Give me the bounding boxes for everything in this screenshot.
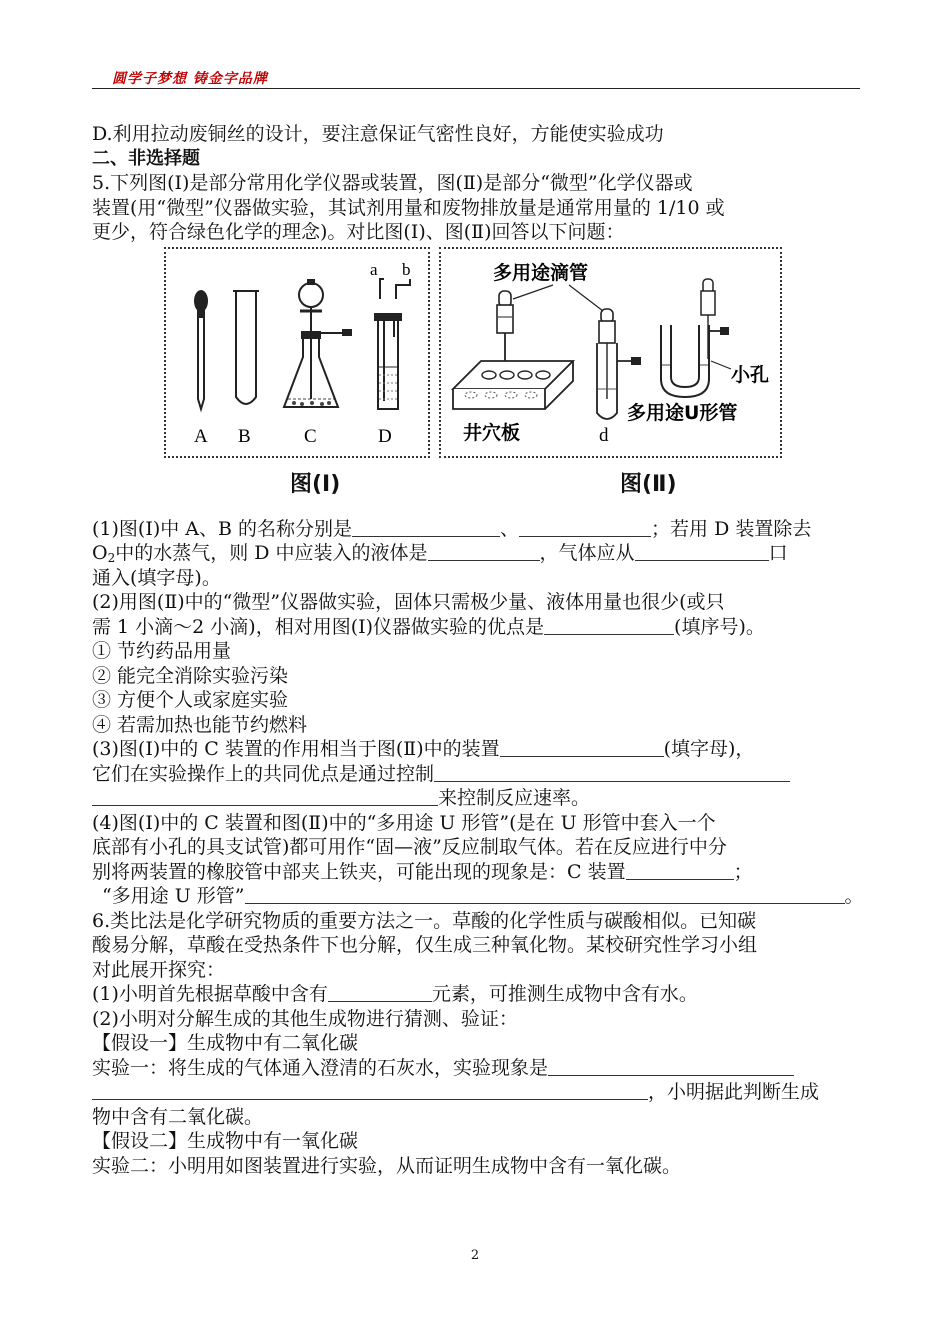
figure-2-caption: 图(Ⅱ) (620, 471, 677, 497)
micro-u-tube (661, 279, 731, 397)
q5-part2-text2: (填序号)。 (674, 615, 765, 638)
q5-part2-line2 (92, 615, 862, 640)
answer-blank[interactable] (92, 1081, 648, 1100)
q5-part2-line1: (2)用图(Ⅱ)中的“微型”仪器做实验，固体只需极少量、液体用量也很少(或只 (92, 591, 725, 613)
experiment-1-text2: ，小明据此判断生成 (648, 1081, 820, 1103)
q5-part4-end: 。 (844, 885, 864, 907)
answer-blank[interactable] (428, 542, 540, 561)
figure-row (92, 247, 862, 517)
answer-blank[interactable] (519, 518, 651, 537)
q6-part1 (92, 982, 862, 1007)
figure-1 (164, 247, 430, 458)
q5-part3-line1 (92, 737, 862, 762)
experiment-2: 实验二：小明用如图装置进行实验，从而证明生成物中含有一氧化碳。 (92, 1154, 682, 1177)
answer-blank[interactable] (544, 616, 674, 635)
option-4: ④ 若需加热也能节约燃料 (92, 713, 308, 736)
q5-part3-text2: (填字母)， (663, 738, 755, 760)
apparatus-d-bottle (374, 279, 410, 409)
hypothesis-1: 【假设一】生成物中有二氧化碳 (92, 1032, 359, 1054)
oxygen-subscript: 2 (107, 551, 116, 565)
figure-2 (439, 247, 782, 458)
well-plate (453, 361, 573, 409)
q5-part4-line2: 底部有小孔的具支试管)都可用作“固—液”反应制取气体。若在反应进行中分 (92, 836, 727, 858)
experiment-1-line1 (92, 1056, 862, 1081)
page-header (92, 66, 860, 89)
q5-part1-text4: ，气体应从 (539, 542, 635, 564)
q5-part3-text3: 它们在实验操作上的共同优点是通过控制 (92, 762, 435, 785)
apparatus-c-flask (284, 279, 352, 407)
q5-part4-line1: (4)图(Ⅰ)中的 C 装置和图(Ⅱ)中的“多用途 U 形管”(是在 U 形管中套入一个 (92, 811, 716, 834)
figure-1-drawing (166, 249, 428, 456)
q5-part3-line2 (92, 762, 862, 787)
q6-part1-text: (1)小明首先根据草酸中含有 (92, 983, 328, 1005)
label-a: A (194, 425, 208, 447)
apparatus-b-test-tube (233, 291, 259, 404)
q5-part1-line3: 通入(填字母)。 (92, 566, 221, 589)
q5-part1-line2 (92, 541, 862, 566)
answer-blank[interactable] (352, 518, 500, 537)
q5-part4-line3 (92, 860, 862, 885)
oxygen-o: O (92, 542, 108, 564)
label-b: B (238, 425, 251, 447)
experiment-1-line2 (92, 1080, 862, 1105)
hypothesis-2: 【假设二】生成物中有一氧化碳 (92, 1130, 359, 1152)
tube-label-a: a (370, 259, 378, 279)
document-body (92, 122, 862, 1178)
q5-part1-sep: 、 (500, 517, 520, 540)
answer-blank[interactable] (434, 763, 790, 782)
q5-part1-text: (1)图(Ⅰ)中 A、B 的名称分别是 (92, 517, 353, 540)
section-heading: 二、非选择题 (92, 147, 200, 169)
label-d-micro: d (599, 424, 609, 446)
q5-part3-text: (3)图(Ⅰ)中的 C 装置的作用相当于图(Ⅱ)中的装置 (92, 738, 500, 760)
hole-label: 小孔 (731, 363, 770, 386)
brand-slogan: 圆学子梦想 铸金字品牌 (112, 71, 268, 87)
dropper-label: 多用途滴管 (493, 261, 589, 284)
q5-part1-text2: ；若用 D 装置除去 (651, 517, 812, 540)
answer-blank[interactable] (328, 983, 432, 1002)
q5-part4-text2: “多用途 U 形管” (102, 885, 245, 907)
page-number: 2 (470, 1248, 480, 1263)
q5-part3-text4: 来控制反应速率。 (438, 787, 591, 809)
figure-1-caption: 图(Ⅰ) (290, 471, 341, 497)
q5-stem-1: 5.下列图(Ⅰ)是部分常用化学仪器或装置，图(Ⅱ)是部分“微型”化学仪器或 (92, 172, 693, 194)
answer-blank[interactable] (548, 1057, 794, 1076)
q5-part4-text: 别将两装置的橡胶管中部夹上铁夹，可能出现的现象是：C 装置 (92, 860, 626, 883)
q6-stem-2: 酸易分解，草酸在受热条件下也分解，仅生成三种氧化物。某校研究性学习小组 (92, 934, 758, 956)
tube-label-b: b (402, 259, 411, 279)
answer-blank[interactable] (245, 885, 845, 904)
u-tube-label: 多用途U形管 (627, 401, 738, 424)
answer-blank[interactable] (500, 738, 664, 757)
q5-part1-line1 (92, 517, 862, 542)
q5-stem-3: 更少，符合绿色化学的理念)。对比图(Ⅰ)、图(Ⅱ)回答以下问题： (92, 221, 625, 243)
q6-stem-3: 对此展开探究： (92, 958, 226, 981)
label-d: D (378, 425, 392, 447)
q5-part4-sep: ； (733, 860, 753, 883)
label-c: C (304, 425, 317, 447)
option-1: ① 节约药品用量 (92, 640, 232, 662)
q5-part1-text5: 口 (768, 542, 788, 564)
q6-stem-1: 6.类比法是化学研究物质的重要方法之一。草酸的化学性质与碳酸相似。已知碳 (92, 909, 757, 932)
experiment-1-line3: 物中含有二氧化碳。 (92, 1105, 264, 1128)
figure-2-drawing (441, 249, 780, 456)
plate-label: 井穴板 (463, 421, 521, 444)
q5-part2-text: 需 1 小滴～2 小滴)，相对用图(Ⅰ)仪器做实验的优点是 (92, 615, 545, 638)
q6-part2: (2)小明对分解生成的其他生成物进行猜测、验证： (92, 1007, 518, 1030)
micro-dropper (497, 291, 513, 365)
q5-part3-line3 (92, 786, 862, 811)
option-d: D.利用拉动废铜丝的设计，要注意保证气密性良好，方能使实验成功 (92, 123, 664, 145)
option-2: ② 能完全消除实验污染 (92, 664, 289, 687)
experiment-1-text: 实验一：将生成的气体通入澄清的石灰水，实验现象是 (92, 1056, 549, 1079)
q6-part1-text2: 元素，可推测生成物中含有水。 (431, 983, 698, 1005)
answer-blank[interactable] (635, 542, 769, 561)
answer-blank[interactable] (626, 861, 734, 880)
q5-part4-line4 (92, 884, 862, 909)
apparatus-a-dropper (194, 290, 208, 409)
q5-part1-text3: 中的水蒸气，则 D 中应装入的液体是 (115, 542, 428, 564)
option-3: ③ 方便个人或家庭实验 (92, 689, 289, 711)
answer-blank[interactable] (92, 787, 438, 806)
q5-stem-2: 装置(用“微型”仪器做实验，其试剂用量和废物排放量是通常用量的 1/10 或 (92, 196, 725, 219)
